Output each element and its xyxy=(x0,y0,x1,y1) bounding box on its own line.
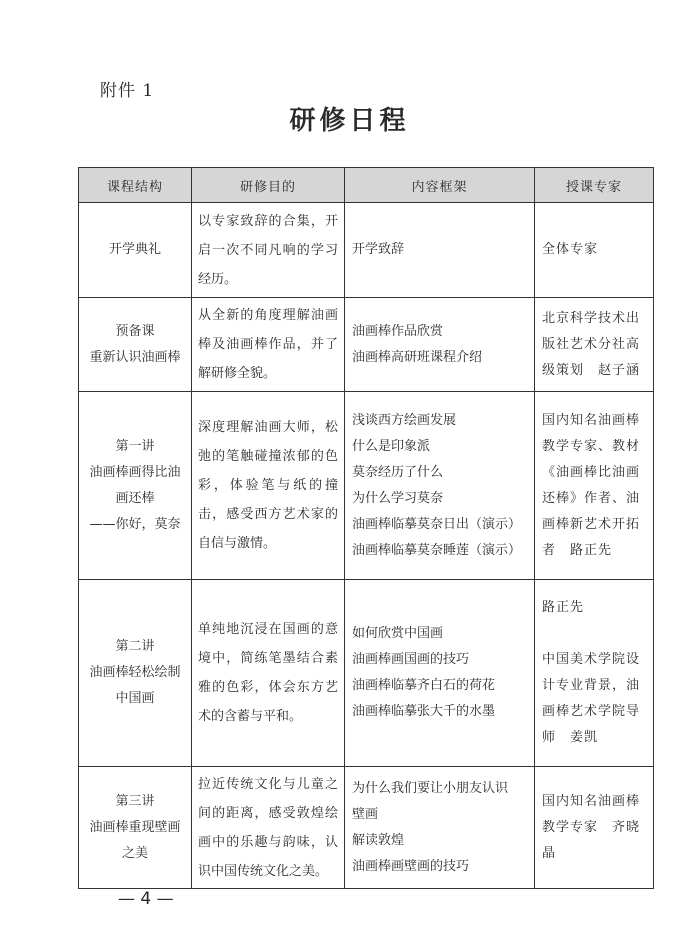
cell-structure-line: 第二讲 xyxy=(115,639,155,654)
cell-structure xyxy=(79,392,192,580)
cell-content xyxy=(345,203,535,298)
page-number: — 4 — xyxy=(118,889,174,909)
cell-expert xyxy=(535,580,654,767)
header-content: 内容框架 xyxy=(345,168,535,203)
cell-expert-line: 教学专家、教材 xyxy=(542,438,641,454)
table-row xyxy=(79,767,654,889)
cell-content-line: 油画棒临摹莫奈日出（演示） xyxy=(352,516,522,532)
cell-expert xyxy=(535,298,654,392)
cell-expert xyxy=(535,767,654,889)
table-body xyxy=(79,203,654,889)
cell-purpose: 深度理解油画大师，松弛的笔触碰撞浓郁的色彩，体验笔与纸的撞击，感受西方艺术家的自信与激情。 xyxy=(192,392,345,580)
cell-expert-line: 级策划 赵子涵 xyxy=(542,362,641,378)
cell-structure-line: 第一讲 xyxy=(115,438,155,454)
cell-purpose: 以专家致辞的合集，开启一次不同凡响的学习经历。 xyxy=(192,203,345,298)
cell-content-line: 油画棒临摹齐白石的荷花 xyxy=(352,678,496,693)
cell-expert-line: 晶 xyxy=(542,845,557,861)
cell-expert-line: 全体专家 xyxy=(542,242,599,257)
cell-content-line: 开学致辞 xyxy=(352,242,405,257)
cell-content xyxy=(345,298,535,392)
cell-purpose: 拉近传统文化与儿童之间的距离，感受敦煌绘画中的乐趣与韵味，认识中国传统文化之美。 xyxy=(192,767,345,889)
cell-content-line: 油画棒作品欣赏 xyxy=(352,323,444,339)
cell-expert-line: 画棒艺术学院导 xyxy=(542,704,641,719)
cell-purpose: 从全新的角度理解油画棒及油画棒作品，并了解研修全貌。 xyxy=(192,298,345,392)
table-row xyxy=(79,580,654,767)
cell-expert-line: 《油画棒比油画 xyxy=(542,464,641,480)
cell-content-line: 油画棒画国画的技巧 xyxy=(352,652,470,667)
table-row xyxy=(79,203,654,298)
cell-content-line: 油画棒临摹张大千的水墨 xyxy=(352,704,496,719)
schedule-table xyxy=(78,167,654,889)
cell-expert xyxy=(535,392,654,580)
attachment-label: 附件 1 xyxy=(100,81,155,101)
cell-structure-line: 之美 xyxy=(121,845,148,861)
header-expert: 授课专家 xyxy=(535,168,654,203)
cell-content-line: 浅谈西方绘画发展 xyxy=(352,412,457,428)
cell-expert-line: 中国美术学院设 xyxy=(542,652,641,667)
cell-content-line: 油画棒高研班课程介绍 xyxy=(352,349,483,365)
cell-expert-line: 教学专家 齐晓 xyxy=(542,819,641,835)
cell-expert-line: 国内知名油画棒 xyxy=(542,793,641,809)
cell-content-line: 什么是印象派 xyxy=(352,438,431,454)
cell-expert-line: 版社艺术分社高 xyxy=(542,336,641,352)
cell-expert-line: 还棒》作者、油 xyxy=(542,490,641,506)
table-row xyxy=(79,392,654,580)
cell-expert-line: 画棒新艺术开拓 xyxy=(542,516,641,532)
cell-structure xyxy=(79,580,192,767)
cell-content-line: 壁画 xyxy=(352,806,379,822)
cell-expert-line xyxy=(542,621,647,647)
page-title: 研修日程 xyxy=(289,106,410,136)
cell-content-line: 为什么学习莫奈 xyxy=(352,490,444,506)
cell-expert-line: 者 路正先 xyxy=(542,542,613,558)
cell-content-line: 莫奈经历了什么 xyxy=(352,464,444,480)
cell-structure-line: 第三讲 xyxy=(115,793,155,809)
header-structure: 课程结构 xyxy=(79,168,192,203)
table-header xyxy=(79,168,654,203)
table-row xyxy=(79,298,654,392)
cell-structure xyxy=(79,298,192,392)
cell-structure xyxy=(79,767,192,889)
cell-content-line: 油画棒临摹莫奈睡莲（演示） xyxy=(352,542,522,558)
cell-structure-line: 画还棒 xyxy=(115,490,155,506)
cell-structure-line: 油画棒画得比油 xyxy=(89,464,181,480)
cell-expert-line: 北京科学技术出 xyxy=(542,310,641,326)
cell-expert-line: 计专业背景，油 xyxy=(542,678,641,693)
cell-structure xyxy=(79,203,192,298)
cell-structure-line: 重新认识油画棒 xyxy=(89,349,181,365)
cell-expert-line: 国内知名油画棒 xyxy=(542,412,641,428)
header-purpose: 研修目的 xyxy=(192,168,345,203)
cell-content-line: 油画棒画壁画的技巧 xyxy=(352,858,470,874)
cell-structure-line: ——你好，莫奈 xyxy=(89,516,181,532)
cell-structure-line: 油画棒重现壁画 xyxy=(89,819,181,835)
cell-structure-line: 油画棒轻松绘制 xyxy=(89,665,181,680)
cell-expert-line: 路正先 xyxy=(542,600,585,615)
cell-structure-line: 中国画 xyxy=(115,691,155,706)
cell-content xyxy=(345,392,535,580)
cell-structure-line: 预备课 xyxy=(115,323,155,339)
cell-expert xyxy=(535,203,654,298)
cell-content-line: 为什么我们要让小朋友认识 xyxy=(352,780,509,796)
cell-expert-line: 师 姜凯 xyxy=(542,730,599,745)
cell-content-line: 解读敦煌 xyxy=(352,832,405,848)
cell-content-line: 如何欣赏中国画 xyxy=(352,626,444,641)
cell-content xyxy=(345,767,535,889)
cell-purpose: 单纯地沉浸在国画的意境中，简练笔墨结合素雅的色彩，体会东方艺术的含蓄与平和。 xyxy=(192,580,345,767)
cell-structure-line: 开学典礼 xyxy=(108,242,161,257)
cell-content xyxy=(345,580,535,767)
